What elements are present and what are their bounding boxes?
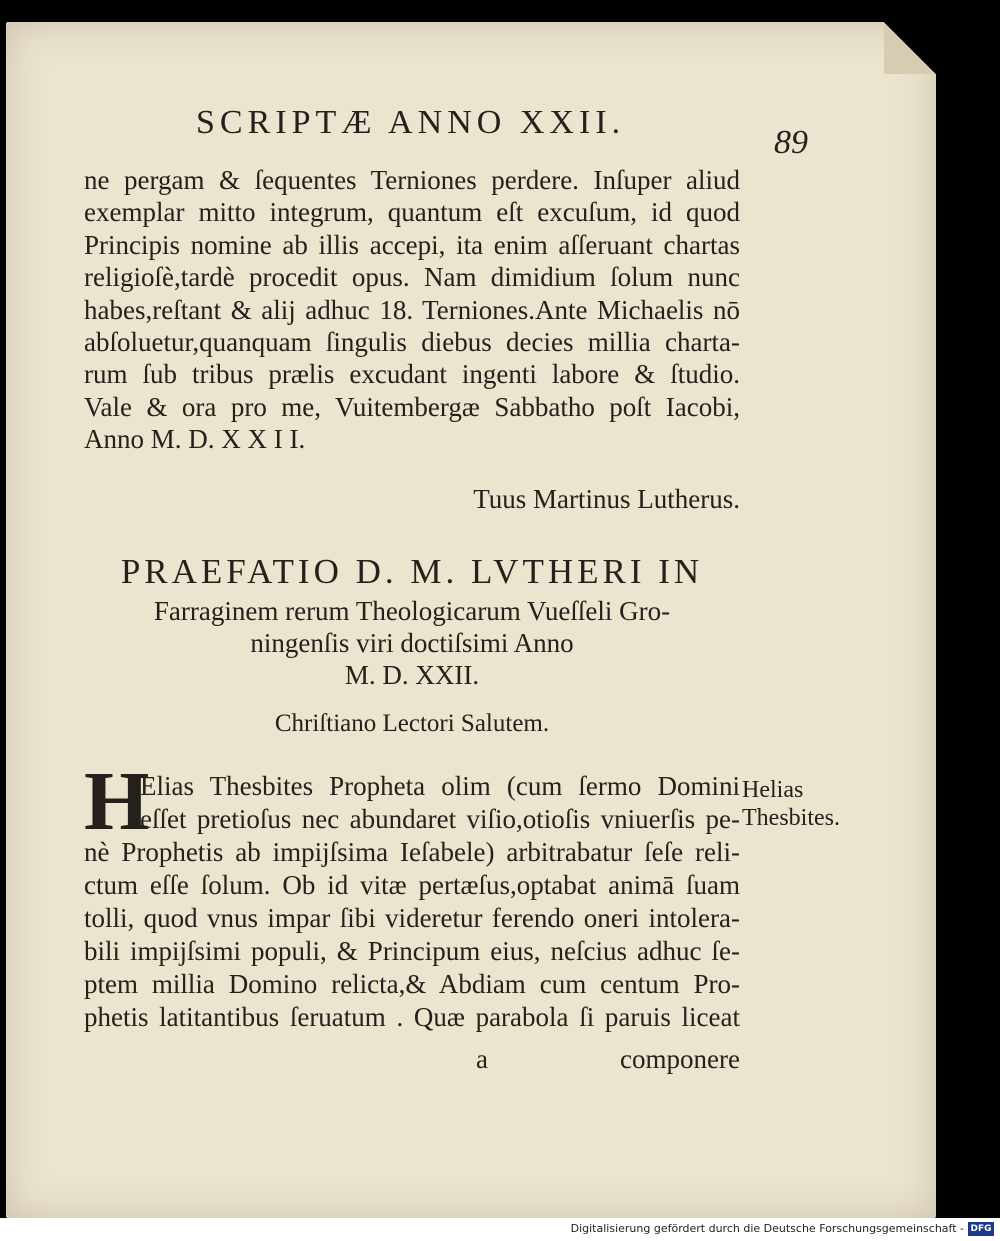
page-number: 89 [774, 124, 808, 161]
drop-capital: H [84, 755, 150, 848]
letter-line: habes,reſtant & alij adhuc 18. Terniones.Ante Michaelis nō [84, 295, 740, 325]
body-line: eſſet pretioſus nec abundaret viſio,otioſis vniuerſis pe- [140, 804, 740, 834]
letter-line: Vale & ora pro me, Vuitembergæ Sabbatho poſt Iacobi, [84, 392, 740, 422]
marginal-note-line: Helias [742, 777, 804, 803]
preface-heading: PRAEFATIO D. M. LVTHERI IN [120, 552, 704, 591]
body-line: Elias Thesbites Propheta olim (cum ſermo Domini [140, 771, 740, 801]
preface-subtitle-line: ningenſis viri doctiſsimi Anno [250, 628, 574, 658]
dfg-logo: DFG [968, 1222, 994, 1236]
body-line: nè Prophetis ab impijſsima Ieſabele) arbitrabatur ſeſe reli- [84, 837, 740, 867]
catchword: componere [620, 1044, 740, 1074]
body-line: ptem millia Domino relicta,& Abdiam cum centum Pro- [84, 969, 740, 999]
letter-line: exemplar mitto integrum, quantum eſt excuſum, id quod [84, 197, 740, 227]
letter-signature: Tuus Martinus Lutherus. [473, 484, 740, 514]
folded-corner [884, 22, 936, 74]
signature-mark: a [476, 1044, 488, 1074]
digitization-credit: Digitalisierung gefördert durch die Deutsche Forschungsgemeinschaft - [570, 1222, 964, 1235]
marginal-note-line: Thesbites. [742, 805, 840, 831]
body-line: bili impijſsimi populi, & Principum eius, neſcius adhuc ſe- [84, 936, 740, 966]
letter-line: Principis nomine ab illis accepi, ita enim aſſeruant chartas [84, 230, 740, 260]
preface-subtitle-line: Farraginem rerum Theologicarum Vueſſeli Gro- [153, 596, 671, 626]
body-line: tolli, quod vnus impar ſibi videretur ferendo oneri intolera- [84, 903, 740, 933]
book-page [6, 22, 936, 1218]
running-title: SCRIPTÆ ANNO XXII. [196, 104, 626, 141]
letter-line: abſoluetur,quanquam ſingulis diebus decies millia charta- [84, 327, 740, 357]
salutation: Chriſtiano Lectori Salutem. [274, 710, 550, 737]
footer-bar [0, 1218, 1000, 1241]
letter-line: Anno M. D. X X I I. [84, 424, 306, 454]
body-line: ctum eſſe ſolum. Ob id vitæ pertæſus,optabat animā ſuam [84, 870, 740, 900]
preface-subtitle-line: M. D. XXII. [344, 660, 480, 690]
letter-line: rum ſub tribus prælis excudant ingenti labore & ſtudio. [84, 359, 740, 389]
body-line: phetis latitantibus ſeruatum . Quæ parabola ſi paruis liceat [84, 1002, 740, 1032]
letter-line: ne pergam & ſequentes Terniones perdere. Inſuper aliud [84, 165, 740, 195]
letter-line: religioſè,tardè procedit opus. Nam dimidium ſolum nunc [84, 262, 740, 292]
